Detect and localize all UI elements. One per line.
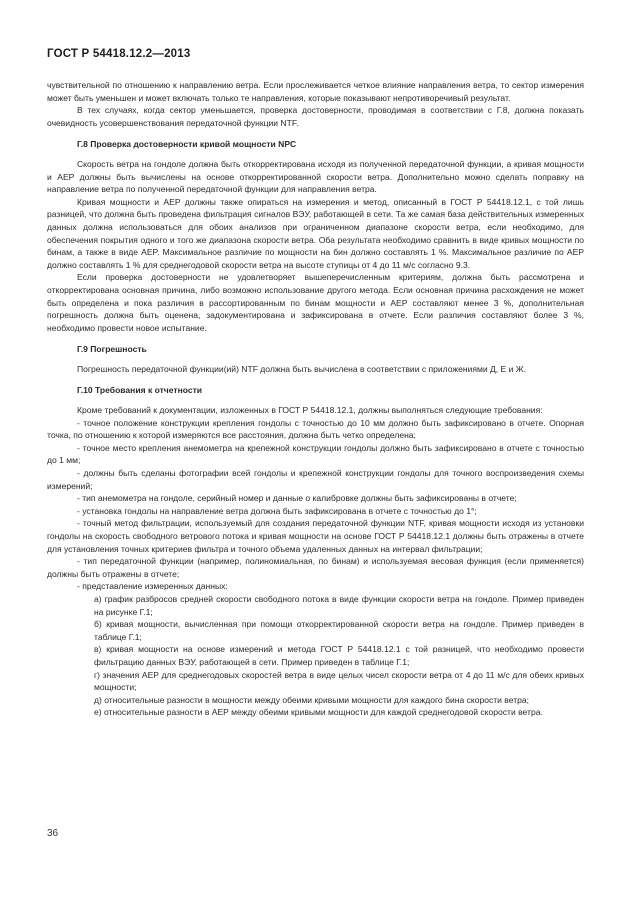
body-paragraph: - точный метод фильтрации, используемый для создания передаточной функции NTF, кривая мощности исходя из установки гондолы на скорость свободного ветрового потока и кривая мощности на основе ГОСТ Р 54418.12.1 должны быть отражены в отчете для установления точных критериев фильтра и точного объема удаленных данных на интервал фильтрации; <box>47 518 584 554</box>
body-paragraph: - точное положение конструкции крепления гондолы с точностью до 10 мм должно быть зафиксировано в отчете. Опорная точка, по отношению к которой измеряются все расстояния, должна быть четко определена; <box>47 417 584 441</box>
body-paragraph: чувствительной по отношению к направлению ветра. Если прослеживается четкое влияние направления ветра, то сектор измерения может быть уменьшен и может включать только те направления, которые показывают непротиворечивый результат. <box>47 80 584 103</box>
body-paragraph: - точное место крепления анемометра на крепежной конструкции гондолы должно быть зафиксировано в отчете с точностью до 1 мм; <box>47 442 584 466</box>
body-paragraph: а) график разбросов средней скорости свободного потока в виде функции скорости ветра на гондоле. Пример приведен на рисунке Г.1; <box>94 593 584 617</box>
body-paragraph: - тип передаточной функции (например, полиномиальная, по бинам) и используемая весовая функция (если применяется) должны быть отражены в отчете; <box>47 556 584 579</box>
body-paragraph: д) относительные разности в мощности между обеими кривыми мощности для каждого бина скорости ветра; <box>94 694 529 705</box>
document-header: ГОСТ Р 54418.12.2—2013 <box>47 48 191 60</box>
section-heading: Г.9 Погрешность <box>77 344 147 355</box>
body-paragraph: - тип анемометра на гондоле, серийный номер и данные о калибровке должны быть зафиксированы в отчете; <box>77 493 517 504</box>
body-paragraph: В тех случаях, когда сектор уменьшается, проверка достоверности, проводимая в соответствии с Г.8, должна показать очевидность усовершенствования передаточной функции NTF. <box>47 105 584 128</box>
body-paragraph: б) кривая мощности, вычисленная при помощи откорректированной скорости ветра на гондоле. Пример приведен в таблице Г.1; <box>94 619 584 642</box>
body-paragraph: - представление измеренных данных: <box>77 581 228 592</box>
body-paragraph: Если проверка достоверности не удовлетворяет вышеперечисленным критериям, должна быть рассмотрена и откорректирована основная причина, либо возможно использование другого метода. Если основная причина расхождения не может быть определена и пока различия в рассортированным по бинам мощности и AEP составляют менее 3 %, дополнительная погрешность должна быть оценена, задокументирована и зафиксирована в отчете. Если различия составляют более 3 %, необходимо провести новое испытание. <box>47 272 584 333</box>
body-paragraph: Погрешность передаточной функции(ий) NTF должна быть вычислена в соответствии с приложениями Д, Е и Ж. <box>77 363 527 374</box>
page-number: 36 <box>47 828 59 839</box>
body-paragraph: Кроме требований к документации, изложенных в ГОСТ Р 54418.12.1, должны выполняться следующие требования: <box>77 405 543 416</box>
body-paragraph: - установка гондолы на направление ветра должна быть зафиксирована в отчете с точностью до 1°; <box>77 505 477 516</box>
body-paragraph: е) относительные разности в AEP между обеими кривыми мощности для каждой среднегодовой скорости ветра. <box>94 707 543 718</box>
section-heading: Г.10 Требования к отчетности <box>77 385 203 396</box>
document-body <box>47 79 584 719</box>
body-paragraph: Скорость ветра на гондоле должна быть откорректирована исходя из полученной передаточной функции, а кривая мощности и AEP должны быть вычислены на основе откорректированной скорости ветра. Дополнительно можно сделать поправку на направление ветра по полученной передаточной функции для направления ветра. <box>47 158 584 195</box>
body-paragraph: Кривая мощности и AEP должны также опираться на измерения и метод, описанный в ГОСТ Р 54418.12.1, с той лишь разницей, что должна быть проведена фильтрация сигналов ВЭУ, работающей в сети. Та же самая база действительных измеренных данных должна использоваться для обоих анализов при ограниченном диапазоне скорости ветра, если необходимо, для обеспечения покрытия одного и того же диапазона скорости ветра. Оба результата необходимо сравнить в виде кривых мощности по бинам, а также в виде AEP. Максимальное различие по мощности на бин должно составлять 1 %. Максимальное различие по AEP должно составлять 1 % для среднегодовой скорости ветра на высоте ступицы от 4 до 11 м/с согласно 9.3. <box>47 196 584 270</box>
body-paragraph: г) значения AEP для среднегодовых скоростей ветра в виде целых чисел скорости ветра от 4 до 11 м/с для обеих кривых мощности; <box>94 669 584 693</box>
section-heading: Г.8 Проверка достоверности кривой мощности NPC <box>77 139 297 150</box>
body-paragraph: - должны быть сделаны фотографии всей гондолы и крепежной конструкции гондолы для точного воспроизведения схемы измерений; <box>47 468 584 491</box>
body-paragraph: в) кривая мощности на основе измерений и метода ГОСТ Р 54418.12.1 с той разницей, что необходимо провести фильтрацию данных ВЭУ, работающей в сети. Пример приведен в таблице Г.1; <box>94 644 584 667</box>
